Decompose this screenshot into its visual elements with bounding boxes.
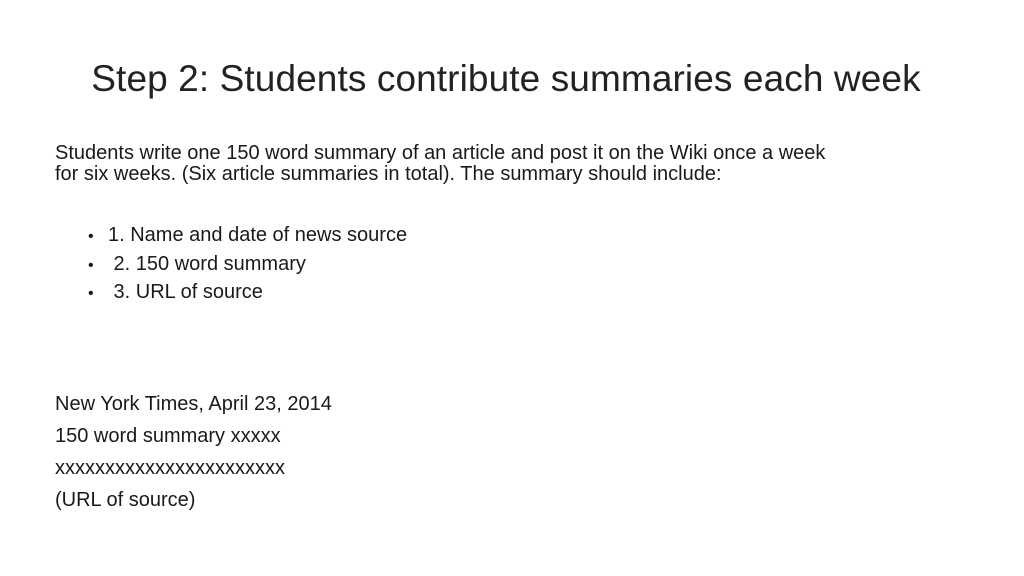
requirements-list xyxy=(88,222,407,308)
intro-line: Students write one 150 word summary of an article and post it on the Wiki once a week xyxy=(55,142,826,164)
example-placeholder-line: xxxxxxxxxxxxxxxxxxxxxxx xyxy=(55,457,285,479)
list-item-text: 2. 150 word summary xyxy=(108,252,306,275)
example-summary xyxy=(55,388,332,516)
example-url-line: (URL of source) xyxy=(55,489,196,511)
example-summary-line: 150 word summary xxxxx xyxy=(55,425,281,447)
list-item xyxy=(88,251,407,280)
list-item xyxy=(88,279,407,308)
example-source-line: New York Times, April 23, 2014 xyxy=(55,393,332,415)
bullet-icon: • xyxy=(88,285,94,302)
slide-title: Step 2: Students contribute summaries each week xyxy=(91,58,921,99)
list-item xyxy=(88,222,407,251)
bullet-icon: • xyxy=(88,228,94,245)
list-item-text: 3. URL of source xyxy=(108,281,263,303)
intro-paragraph xyxy=(55,143,985,185)
bullet-icon: • xyxy=(88,256,94,274)
list-item-text: 1. Name and date of news source xyxy=(108,224,408,246)
intro-line: for six weeks. (Six article summaries in total). The summary should include: xyxy=(55,163,722,185)
